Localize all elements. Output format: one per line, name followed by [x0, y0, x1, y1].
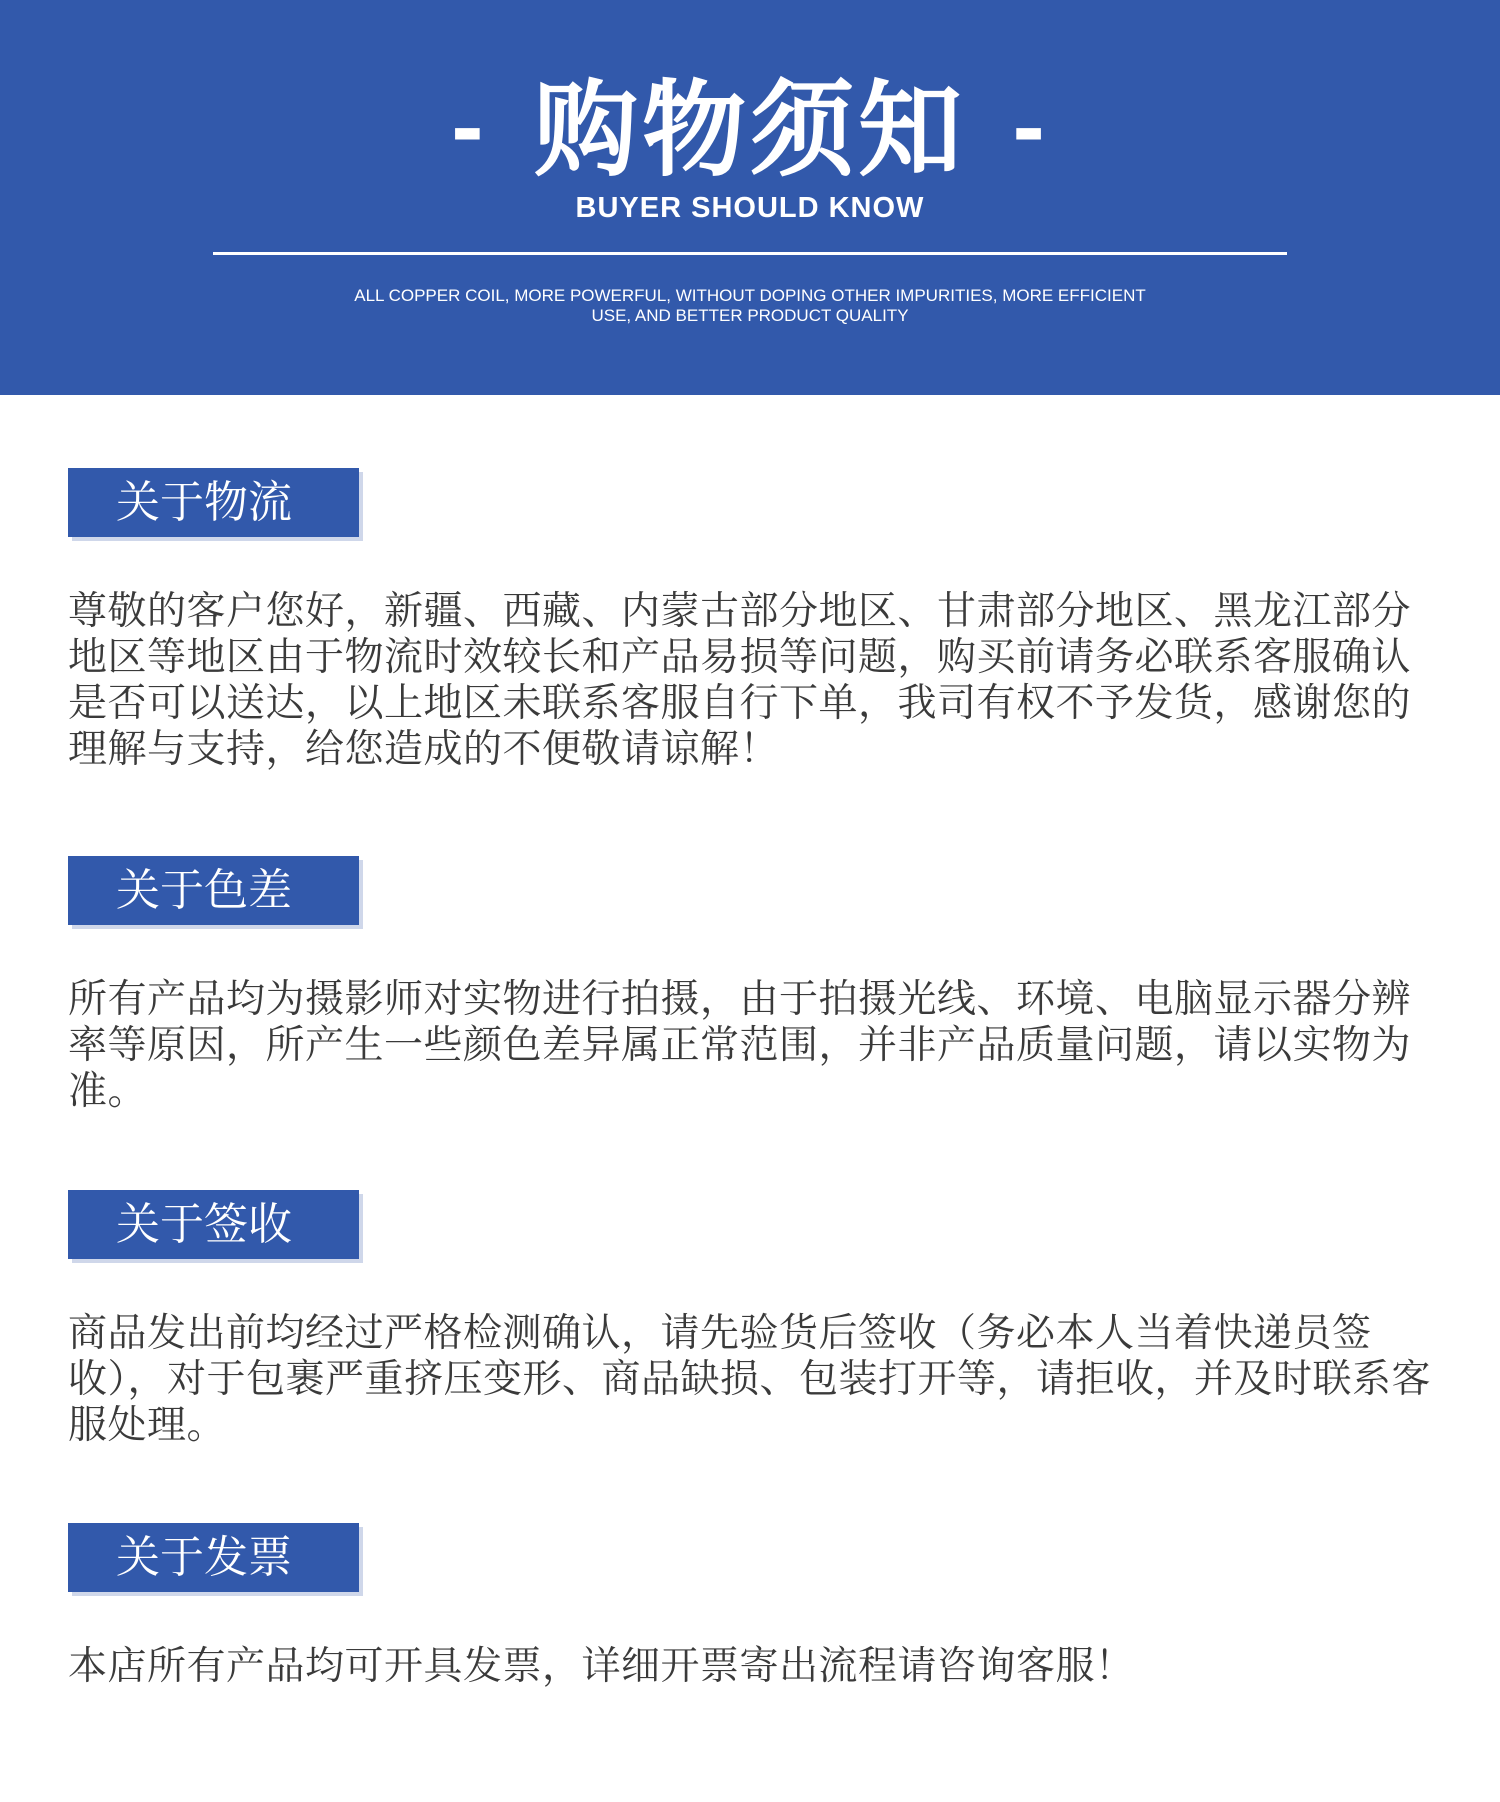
- page-title-text: 购物须知: [533, 69, 966, 191]
- header-divider: [213, 252, 1287, 255]
- section-receipt: [68, 1190, 1432, 1449]
- title-dash-right: -: [1012, 83, 1050, 176]
- tagline-line-1: ALL COPPER COIL, MORE POWERFUL, WITHOUT DOPING OTHER IMPURITIES, MORE EFFICIENT: [354, 286, 1146, 305]
- section-text-invoice: 本店所有产品均可开具发票，详细开票寄出流程请咨询客服！: [68, 1644, 1135, 1689]
- section-label-receipt: 关于签收: [68, 1190, 359, 1259]
- section-text-receipt: 商品发出前均经过严格检测确认，请先验货后签收（务必本人当着快递员签收），对于包裹严重挤压变形、商品缺损、包装打开等，请拒收，并及时联系客服处理。: [68, 1311, 1432, 1448]
- section-color-difference: [68, 856, 1432, 1115]
- page-subtitle: BUYER SHOULD KNOW: [575, 192, 925, 224]
- title-dash-left: -: [450, 83, 488, 176]
- section-label-color-difference: 关于色差: [68, 856, 359, 925]
- header-tagline: [0, 286, 1500, 326]
- section-text-color-difference: 所有产品均为摄影师对实物进行拍摄，由于拍摄光线、环境、电脑显示器分辨率等原因，所产生一些颜色差异属正常范围，并非产品质量问题，请以实物为准。: [68, 977, 1412, 1114]
- section-invoice: [68, 1523, 1432, 1690]
- header-banner: [0, 0, 1500, 395]
- tagline-line-2: USE, AND BETTER PRODUCT QUALITY: [591, 306, 909, 325]
- section-label-invoice: 关于发票: [68, 1523, 359, 1592]
- page-title: [0, 70, 1500, 190]
- section-logistics: [68, 468, 1432, 773]
- section-label-logistics: 关于物流: [68, 468, 359, 537]
- section-text-logistics: 尊敬的客户您好，新疆、西藏、内蒙古部分地区、甘肃部分地区、黑龙江部分地区等地区由于物流时效较长和产品易损等问题，购买前请务必联系客服确认是否可以送达，以上地区未联系客服自行下单，我司有权不予发货，感谢您的理解与支持，给您造成的不便敬请谅解！: [68, 589, 1412, 772]
